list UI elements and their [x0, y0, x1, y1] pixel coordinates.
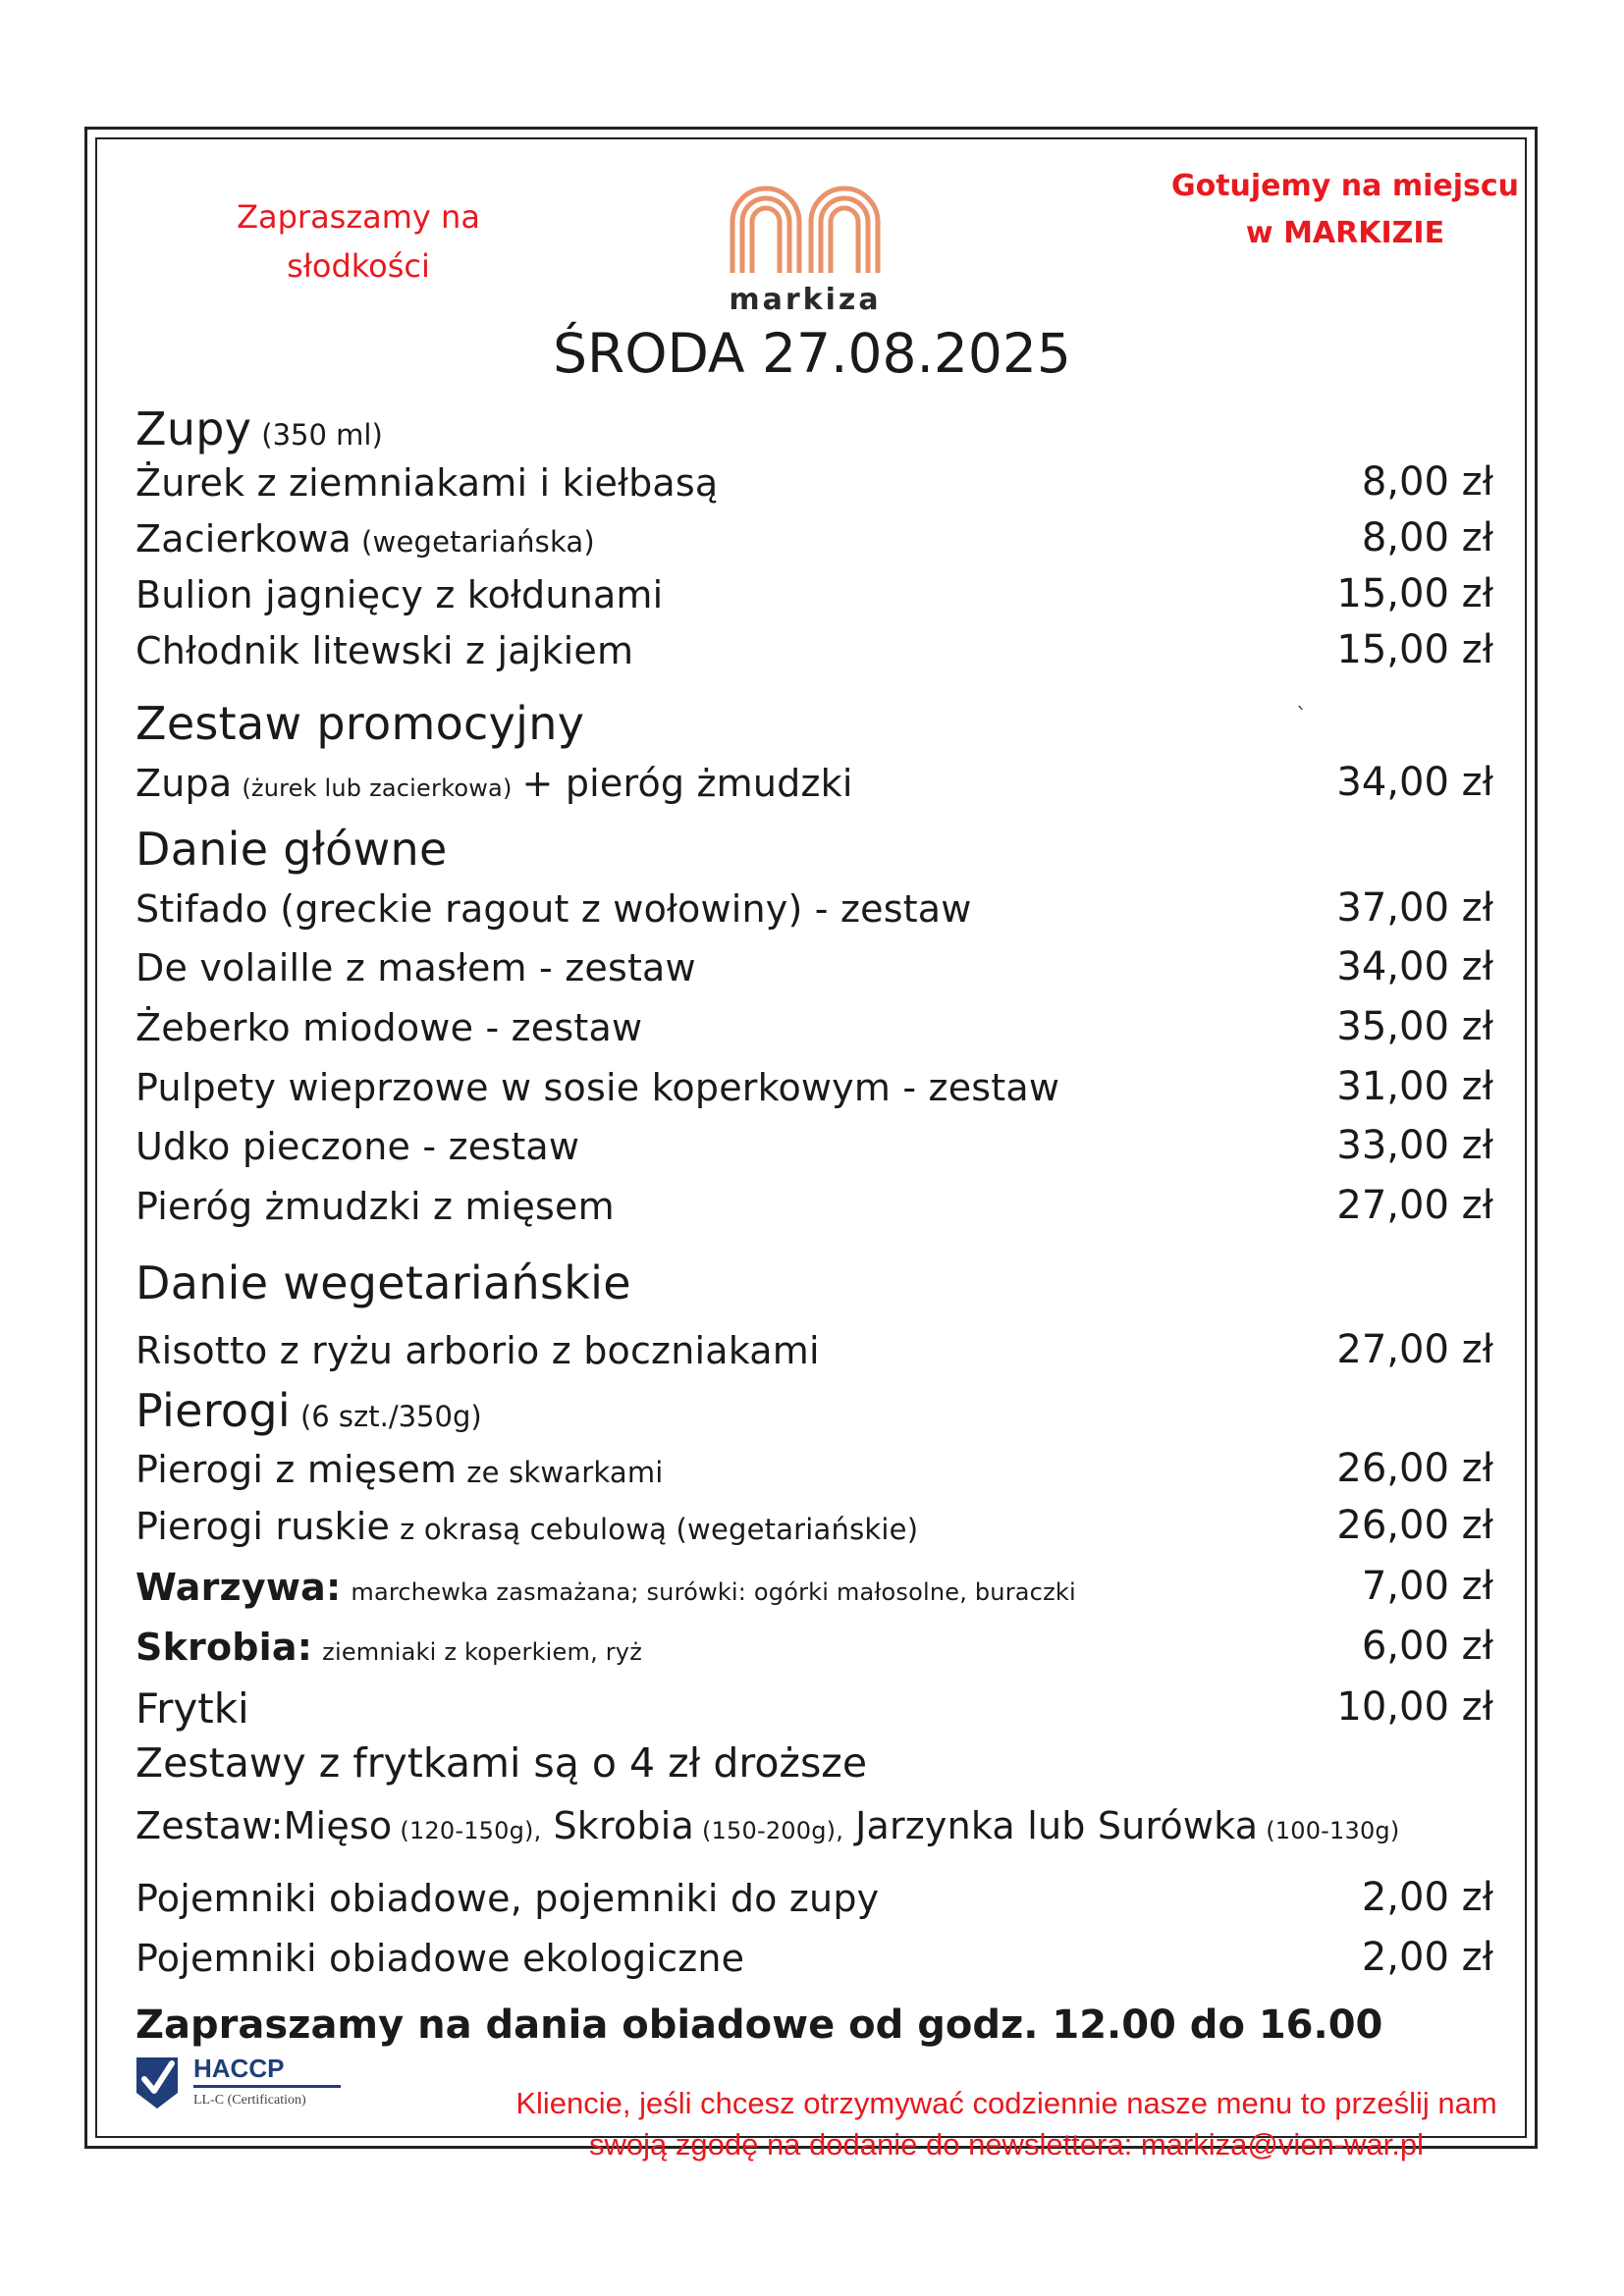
lunch-hours-text: Zapraszamy na dania obiadowe od godz. 12.00 do 16.00	[135, 2002, 1383, 2048]
item-name: Udko pieczone - zestaw	[135, 1125, 580, 1168]
haccp-title: HACCP	[193, 2054, 285, 2083]
item-price: 7,00 zł	[1361, 1564, 1493, 1609]
item-price: 8,00 zł	[1361, 515, 1493, 561]
sweets-note-line-2: słodkości	[287, 247, 430, 285]
zupy-title: Zupy	[135, 402, 252, 455]
item-name-suffix: + pieróg żmudzki	[521, 762, 853, 805]
pierogi-title: Pierogi	[135, 1384, 291, 1437]
zestaw-part-starch: Skrobia	[553, 1804, 694, 1847]
item-price: 33,00 zł	[1336, 1123, 1493, 1168]
lunch-hours-note	[135, 2002, 1530, 2048]
haccp-divider	[193, 2085, 341, 2088]
danie-wegetarianskie-title: Danie wegetariańskie	[135, 1256, 631, 1309]
warzywa-label: Warzywa:	[135, 1566, 342, 1609]
item-price: 15,00 zł	[1336, 571, 1493, 616]
item-note: (żurek lub zacierkowa)	[242, 774, 513, 802]
zestaw-composition	[135, 1804, 1530, 1847]
haccp-badge	[135, 2054, 341, 2122]
section-header-zestaw-promocyjny	[135, 697, 1530, 750]
sweets-note-line-1: Zapraszamy na	[237, 198, 480, 236]
menu-item	[135, 1185, 1530, 1228]
item-name: De volaille z masłem - zestaw	[135, 946, 696, 989]
menu-date-title: ŚRODA 27.08.2025	[553, 322, 1071, 385]
skrobia-label: Skrobia:	[135, 1626, 313, 1669]
stray-mark: `	[1296, 705, 1307, 729]
item-price: 35,00 zł	[1336, 1004, 1493, 1049]
newsletter-line-2: swoją zgodę na dodanie do newslettera: markiza@vien-war.pl	[589, 2127, 1424, 2162]
item-price: 27,00 zł	[1336, 1183, 1493, 1228]
frytki-surcharge-note	[135, 1739, 1530, 1787]
frytki-surcharge-text: Zestawy z frytkami są o 4 zł droższe	[135, 1739, 868, 1787]
section-header-zupy	[135, 402, 1530, 455]
zestaw-part-meat: Zestaw:Mięso	[135, 1804, 393, 1847]
warzywa-desc: marchewka zasmażana; surówki: ogórki małosolne, buraczki	[351, 1578, 1076, 1606]
menu-item	[135, 1329, 1530, 1372]
newsletter-line-1: Kliencie, jeśli chcesz otrzymywać codziennie nasze menu to prześlij nam	[515, 2086, 1497, 2120]
newsletter-note	[422, 2083, 1591, 2165]
item-price: 31,00 zł	[1336, 1064, 1493, 1109]
zestaw-promocyjny-title: Zestaw promocyjny	[135, 697, 585, 750]
item-price: 15,00 zł	[1336, 627, 1493, 672]
item-price: 26,00 zł	[1336, 1503, 1493, 1548]
danie-glowne-title: Danie główne	[135, 823, 448, 876]
item-note: z okrasą cebulową (wegetariańskie)	[400, 1513, 919, 1546]
item-name: Pulpety wieprzowe w sosie koperkowym - zestaw	[135, 1066, 1060, 1109]
cooking-note-line-1: Gotujemy na miejscu	[1170, 169, 1520, 203]
item-price: 10,00 zł	[1336, 1684, 1493, 1730]
cooking-on-site-note	[1159, 163, 1532, 257]
item-name: Bulion jagnięcy z kołdunami	[135, 573, 664, 616]
menu-item-pojemniki-eko	[135, 1937, 1530, 1980]
menu-item	[135, 887, 1530, 931]
zestaw-part-starch-note: (150-200g),	[701, 1817, 844, 1844]
item-name: Pojemniki obiadowe, pojemniki do zupy	[135, 1877, 880, 1920]
menu-item	[135, 1125, 1530, 1168]
markiza-logo-icon	[727, 171, 884, 277]
item-name: Pierogi z mięsem	[135, 1448, 458, 1491]
haccp-check-icon	[135, 2054, 180, 2110]
menu-item	[135, 461, 1530, 505]
zestaw-part-veg-note: (100-130g)	[1266, 1817, 1400, 1844]
menu-item	[135, 629, 1530, 672]
item-note: (wegetariańska)	[361, 525, 595, 559]
frytki-label: Frytki	[135, 1684, 249, 1733]
item-price: 34,00 zł	[1336, 760, 1493, 805]
item-price: 2,00 zł	[1361, 1875, 1493, 1920]
menu-item-pojemniki	[135, 1877, 1530, 1920]
pierogi-portion-note: (6 szt./350g)	[299, 1400, 482, 1433]
markiza-logo	[727, 171, 884, 317]
item-note: ze skwarkami	[466, 1456, 664, 1489]
section-header-pierogi	[135, 1384, 1530, 1437]
menu-item	[135, 573, 1530, 616]
item-price: 34,00 zł	[1336, 944, 1493, 989]
zupy-portion-note: (350 ml)	[261, 418, 383, 452]
menu-item	[135, 1505, 1530, 1548]
menu-item	[135, 517, 1530, 561]
item-name: Żurek z ziemniakami i kiełbasą	[135, 461, 719, 505]
item-price: 6,00 zł	[1361, 1624, 1493, 1669]
section-header-danie-wegetarianskie	[135, 1256, 1530, 1309]
item-name: Stifado (greckie ragout z wołowiny) - zestaw	[135, 887, 972, 931]
item-price: 8,00 zł	[1361, 459, 1493, 505]
menu-item	[135, 1066, 1530, 1109]
menu-item-warzywa	[135, 1566, 1530, 1609]
item-name: Risotto z ryżu arborio z boczniakami	[135, 1329, 820, 1372]
menu-item	[135, 1006, 1530, 1049]
haccp-subtitle: LL-C (Certification)	[193, 2093, 306, 2108]
menu-item	[135, 1448, 1530, 1491]
item-price: 26,00 zł	[1336, 1446, 1493, 1491]
item-name: Pieróg żmudzki z mięsem	[135, 1185, 615, 1228]
section-header-danie-glowne	[135, 823, 1530, 876]
logo-wordmark: markiza	[729, 283, 882, 317]
menu-item	[135, 946, 1530, 989]
zestaw-part-meat-note: (120-150g),	[400, 1817, 542, 1844]
menu-item-frytki	[135, 1684, 1530, 1733]
item-price: 37,00 zł	[1336, 885, 1493, 931]
item-name: Pierogi ruskie	[135, 1505, 391, 1548]
item-name: Zupa	[135, 762, 233, 805]
zestaw-part-veg: Jarzynka lub Surówka	[855, 1804, 1259, 1847]
item-name: Pojemniki obiadowe ekologiczne	[135, 1937, 745, 1980]
item-name: Chłodnik litewski z jajkiem	[135, 629, 634, 672]
item-name: Żeberko miodowe - zestaw	[135, 1006, 643, 1049]
menu-item-skrobia	[135, 1626, 1530, 1669]
sweets-invite-note	[211, 192, 506, 291]
item-price: 2,00 zł	[1361, 1935, 1493, 1980]
item-name: Zacierkowa	[135, 517, 352, 561]
menu-item	[135, 762, 1530, 805]
cooking-note-line-2: w MARKIZIE	[1245, 216, 1445, 250]
item-price: 27,00 zł	[1336, 1327, 1493, 1372]
skrobia-desc: ziemniaki z koperkiem, ryż	[322, 1638, 643, 1666]
